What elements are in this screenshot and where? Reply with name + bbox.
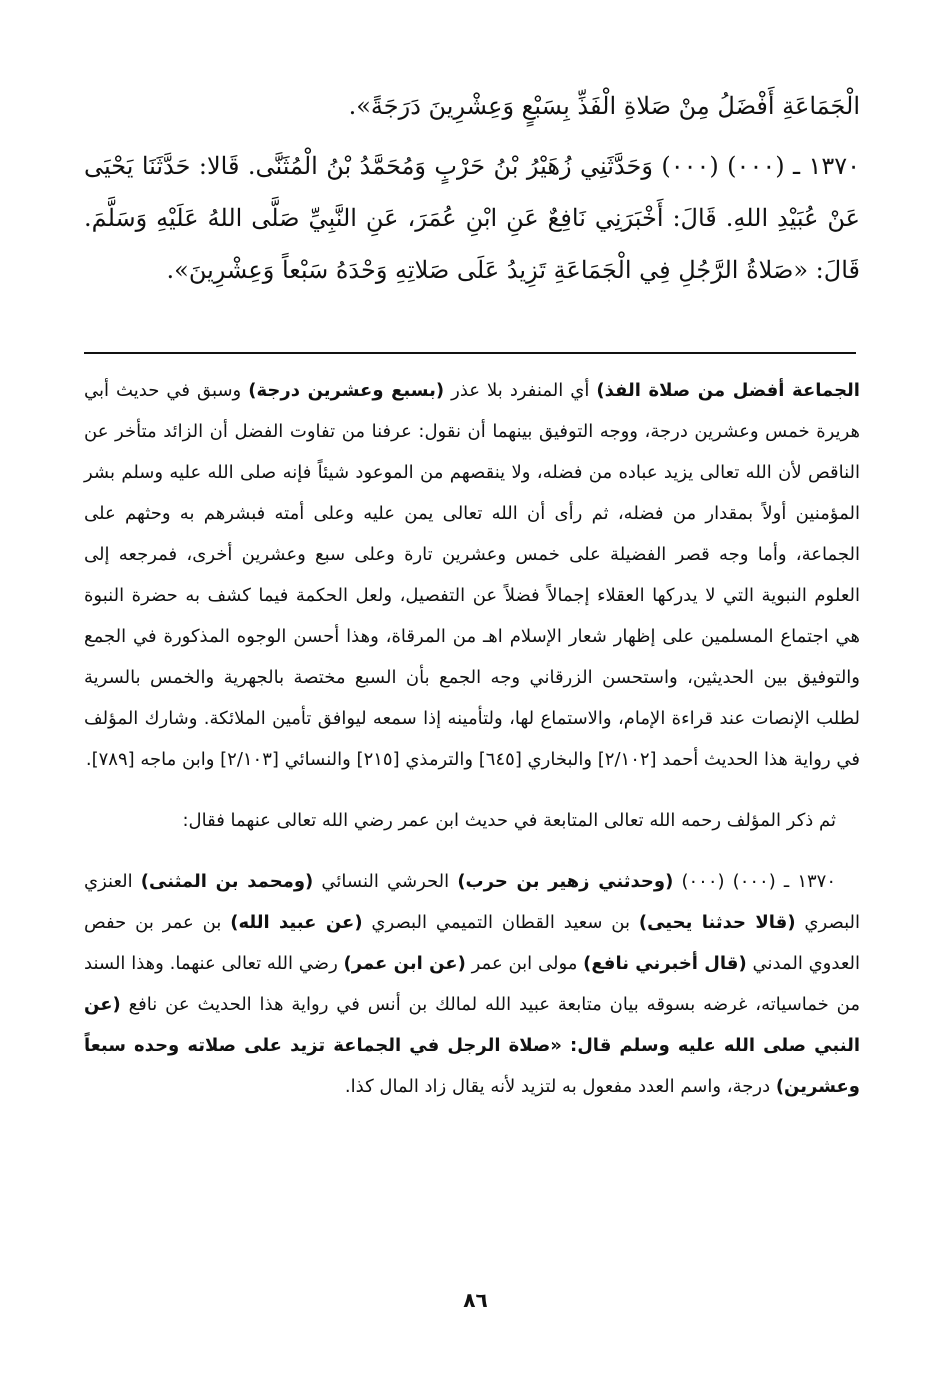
commentary-text: وسبق في حديث أبي هريرة خمس وعشرين درجة، ووجه التوفيق بينهما أن نقول: عرفنا من تفاوت الفضل أن الزائد متأخر عن الناقص لأن الله تعالى يزيد عباده من فضله، ولا ينقصهم من الموعود شيئاً فإنه صلى الله عليه وسلم بشر المؤمنين أولاً بمقدار من فضله، ثم رأى أن الله تعالى يمن عليه وعلى أمته فبشرهم به وحثهم على الجماعة، وأما وجه قصر الفضيلة على خمس وعشرين تارة وعلى سبع وعشرين أخرى، فمرجعه إلى العلوم النبوية التي لا يدركها العقلاء إجمالاً فضلاً عن التفصيل، ولعل الحكمة فيما كشف به حضرة النبوة هي اجتماع المسلمين على إظهار شعار الإسلام اهـ من المرقاة، وهذا أحسن الوجوه المذكورة في الجمع والتوفيق بين الحديثين، واستحسن الزرقاني وجه الجمع بأن السبع مختصة بالجهرية والخمس بالسرية لطلب الإنصات عند قراءة الإمام، والاستماع لها، ولتأمينه إذا سمعه ليوافق تأمين الملائكة. وشارك المؤلف في رواية هذا الحديث أحمد [٢/١٠٢] والبخاري [٦٤٥] والترمذي [٢١٥] والنسائي [٢/١٠٣] وابن ماجه [٧٨٩].: [84, 380, 860, 770]
commentary-bold-phrase: (وحدثني زهير بن حرب): [457, 871, 674, 892]
commentary-text: بن عمر بن حفص العدوي المدني: [84, 912, 860, 974]
commentary-bold-phrase: (بسبع وعشرين درجة): [248, 380, 445, 401]
commentary-text: بن سعيد القطان التميمي البصري: [362, 912, 639, 933]
commentary-bold-phrase: (عن النبي صلى الله عليه وسلم قال: «صلاة الرجل في الجماعة تزيد على صلاته وحده سبعاً وعشرين): [84, 994, 860, 1097]
hadith-line-1: الْجَمَاعَةِ أَفْضَلُ مِنْ صَلاةِ الْفَذِّ بِسَبْعٍ وَعِشْرِينَ دَرَجَةً».: [348, 92, 860, 120]
commentary-bold-phrase: (عن ابن عمر): [343, 953, 466, 974]
commentary-text: العنزي البصري: [84, 871, 860, 933]
commentary-paragraph-3: [84, 861, 860, 1107]
hadith-text: [84, 80, 860, 296]
page-number: ٨٦: [463, 1288, 488, 1312]
hadith-1370: ١٣٧٠ ـ (٠٠٠) (٠٠٠) وَحَدَّثَنِي زُهَيْرُ بْنُ حَرْبٍ وَمُحَمَّدُ بْنُ الْمُثَنَّى. قَالا: حَدَّثَنَا يَحْيَى عَنْ عُبَيْدِ اللهِ. قَالَ: أَخْبَرَنِي نَافِعٌ عَنِ ابْنِ عُمَرَ، عَنِ النَّبِيِّ صَلَّى اللهُ عَلَيْهِ وَسَلَّمَ. قَالَ: «صَلاةُ الرَّجُلِ فِي الْجَمَاعَةِ تَزِيدُ عَلَى صَلاتِهِ وَحْدَهُ سَبْعاً وَعِشْرِينَ».: [84, 152, 860, 284]
commentary-text: مولى ابن عمر: [465, 953, 584, 974]
commentary-bold-phrase: الجماعة أفضل من صلاة الفذ): [596, 380, 860, 401]
commentary-bold-phrase: (قال أخبرني نافع): [583, 953, 747, 974]
commentary-text: درجة، واسم العدد مفعول به لتزيد لأنه يقال زاد المال كذا.: [344, 1076, 776, 1097]
commentary-bold-phrase: (قالا حدثنا يحيى): [638, 912, 796, 933]
commentary-bold-phrase: (ومحمد بن المثنى): [140, 871, 314, 892]
commentary-paragraph-2: ثم ذكر المؤلف رحمه الله تعالى المتابعة في حديث ابن عمر رضي الله تعالى عنهما فقال:: [182, 810, 836, 831]
commentary-section: [84, 370, 860, 1107]
commentary-text: رضي الله تعالى عنهما. وهذا السند من خماسياته، غرضه بسوقه بيان متابعة عبيد الله لمالك بن أنس في رواية هذا الحديث عن نافع: [84, 953, 860, 1015]
commentary-text: الحرشي النسائي: [313, 871, 458, 892]
commentary-paragraph-1: [84, 370, 860, 780]
hadith-section: [84, 80, 860, 296]
footnote-divider: [84, 352, 856, 354]
commentary-text: أي المنفرد بلا عذر: [444, 380, 597, 401]
hadith-number: ١٣٧٠ ـ (٠٠٠) (٠٠٠): [673, 871, 836, 892]
commentary-bold-phrase: (عن عبيد الله): [230, 912, 363, 933]
